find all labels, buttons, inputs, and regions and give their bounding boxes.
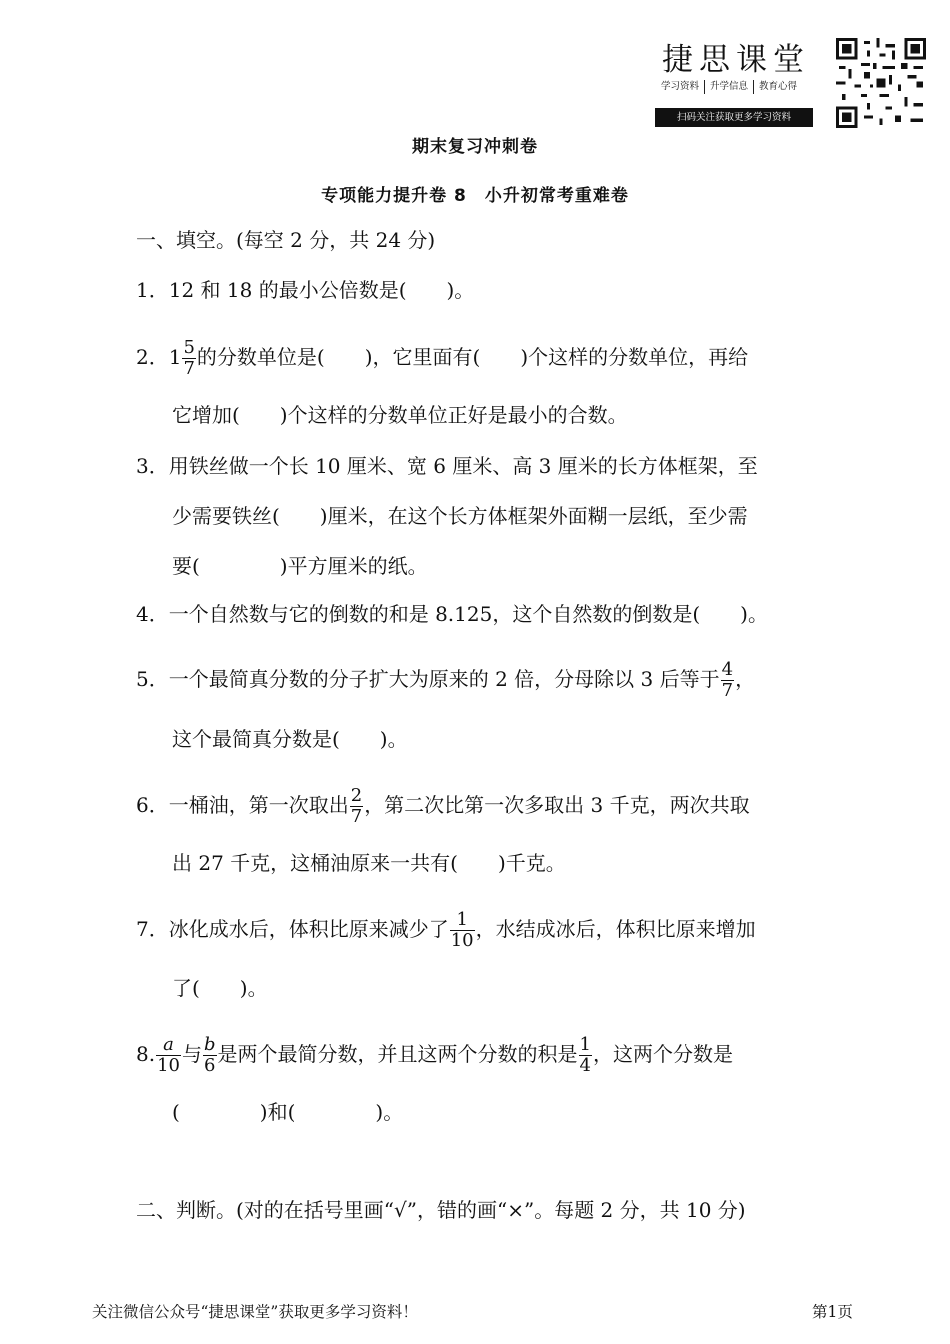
brand-logo-text: 捷思课堂 [662, 42, 810, 78]
brand-tag: 教育心得 [759, 81, 798, 92]
question-7-cont: 了( )。 [172, 976, 268, 1000]
question-1: 1．12 和 18 的最小公倍数是( )。 [136, 278, 475, 302]
page-subtitle: 专项能力提升卷 8 小升初常考重难卷 [321, 186, 629, 206]
question-8-cont: ( )和( )。 [172, 1100, 404, 1124]
fraction: $\frac{2}{7}$ [350, 785, 363, 827]
fraction: $\frac{a}{10}$ [157, 1034, 180, 1076]
question-3-cont: 少需要铁丝( )厘米，在这个长方体框架外面糊一层纸，至少需 [172, 504, 748, 528]
question-8: 8. $\frac{a}{10}$ 与 $\frac{b}{6}$ 是两个最简分数，并且这两个分数的积是 $\frac{1}{4}$ ，这两个分数是 [136, 1034, 733, 1076]
brand-tag: 学习资料 [656, 80, 705, 94]
fraction: $\frac{1}{4}$ [579, 1034, 591, 1076]
question-3: 3．用铁丝做一个长 10 厘米、宽 6 厘米、高 3 厘米的长方体框架，至 [136, 454, 758, 478]
fraction: $\frac{b}{6}$ [204, 1034, 216, 1076]
question-4: 4．一个自然数与它的倒数的和是 8.125，这个自然数的倒数是( )。 [136, 602, 768, 626]
question-5-cont: 这个最简真分数是( )。 [172, 727, 408, 751]
brand-tagline: 扫码关注获取更多学习资料 [655, 108, 813, 127]
question-6: 6．一桶油，第一次取出 $\frac{2}{7}$ ，第二次比第一次多取出 3 千克，两次共取 [136, 785, 750, 827]
section-heading: 二、判断。(对的在括号里画“√”，错的画“×”。每题 2 分，共 10 分) [136, 1198, 746, 1222]
question-5: 5．一个最简真分数的分子扩大为原来的 2 倍，分母除以 3 后等于 $\frac{4}{7}$ ， [136, 659, 756, 701]
fraction: $\frac{1}{10}$ [450, 909, 474, 951]
question-2: 2．1 $\frac{5}{7}$ 的分数单位是( )，它里面有( )个这样的分数单位，再给 [136, 337, 749, 379]
question-2-cont: 它增加( )个这样的分数单位正好是最小的合数。 [172, 403, 628, 427]
page-number: 第1页 [812, 1303, 853, 1321]
section-heading: 一、填空。(每空 2 分，共 24 分) [136, 228, 436, 252]
page-title: 期末复习冲刺卷 [412, 137, 538, 157]
brand-tag: 升学信息 [705, 80, 754, 94]
question-3-cont: 要( )平方厘米的纸。 [172, 554, 428, 578]
brand-tags [656, 80, 802, 94]
question-6-cont: 出 27 千克，这桶油原来一共有( )千克。 [172, 851, 566, 875]
fraction: $\frac{4}{7}$ [721, 659, 734, 701]
qr-code-icon [836, 38, 926, 128]
footer-note: 关注微信公众号“捷思课堂”获取更多学习资料！ [92, 1303, 418, 1321]
fraction: $\frac{5}{7}$ [183, 337, 195, 379]
question-7: 7．冰化成水后，体积比原来减少了 $\frac{1}{10}$ ，水结成冰后，体积比原来增加 [136, 909, 756, 951]
